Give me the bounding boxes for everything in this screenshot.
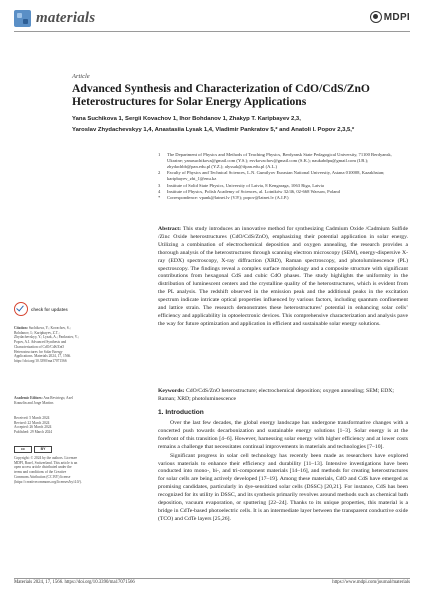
page-footer bbox=[14, 580, 410, 585]
publisher-logo-icon bbox=[370, 11, 382, 23]
authors-line-1: Yana Suchikova 1, Sergii Kovachov 1, Ihor Bohdanov 1, Zhakyp T. Karipbayev 2,3, bbox=[72, 116, 301, 122]
accepted-date: Accepted: 26 March 2024 bbox=[14, 425, 52, 430]
intro-paragraph-1: Over the last few decades, the global energy landscape has undergone transformative changes with a concerted push towards decarbonization and sustainable energy solutions [1–3]. Solar energy is at the forefront of this transition [4–6]. However, harnessing solar energy with higher efficiency and at lower costs remains a challenge that necessitates continual improvements in materials and technologies [7–10]. bbox=[158, 420, 408, 450]
publisher-logo[interactable] bbox=[370, 11, 410, 23]
check-updates-label: check for updates bbox=[31, 306, 68, 312]
journal-name: materials bbox=[36, 10, 96, 26]
intro-paragraph-2: Significant progress in solar cell technology has recently been made as researchers have explored various materials to enhance their efficiency and durability [11–13]. Intensive investigations have been conducted into mono-, bi-, and tri-component materials [14–16], and methods for creating heterostructures for solar cells are being actively developed [17–19]. Among these materials, CdO and CdS have emerged as promising candidates, particularly in dye-sensitized solar cells (DSSC) [20,21]. For instance, CdS has been recognized for its utility in DSSC, and its synthesis primarily revolves around methods such as chemical bath deposition, vacuum evaporation, or sputtering [22–24]. Thanks to its unique properties, this material is a bridge in CdTe-based photoelectric cells. It is an intermediate layer between the transparent conductive oxide (TCO) and CdTe layers [25,26]. bbox=[158, 452, 408, 522]
by-icon: BY bbox=[34, 446, 52, 453]
footer-journal-link[interactable]: https://www.mdpi.com/journal/materials bbox=[332, 580, 410, 585]
author-list bbox=[72, 114, 412, 136]
received-date: Received: 5 March 2024 bbox=[14, 416, 50, 420]
check-updates-icon bbox=[14, 302, 28, 316]
article-type: Article bbox=[72, 73, 90, 80]
dates-block bbox=[14, 416, 79, 435]
citation-block bbox=[14, 326, 79, 364]
affiliations bbox=[158, 152, 406, 202]
journal-logo[interactable] bbox=[14, 10, 95, 27]
section-heading-introduction: 1. Introduction bbox=[158, 409, 204, 416]
copyright-text: Copyright: © 2024 by the authors. Licensee MDPI, Basel, Switzerland. This article is an open access article distributed under the terms and conditions of the Creative Commons Attribution (CC BY) license (https://creativecommons.org/licenses/by/4.0/). bbox=[14, 456, 82, 484]
affiliation-item: 3 Institute of Solid State Physics, University of Latvia, 8 Kengaraga, 1063 Riga, Latvia bbox=[158, 182, 324, 188]
keywords-label: Keywords: bbox=[158, 388, 185, 394]
footer-citation[interactable]: Materials 2024, 17, 1566. https://doi.org/10.3390/ma17071566 bbox=[14, 580, 135, 585]
editors-block bbox=[14, 396, 79, 405]
keywords-text: CdO/CdS/ZnO heterostructure; electrochemical deposition; oxygen annealing; SEM; EDX; Raman; XRD; photoluminescence bbox=[158, 388, 394, 402]
editors-text: Ana Reviriego, Axel Kranzlin and Jorge Martins bbox=[14, 396, 74, 405]
journal-logo-icon bbox=[14, 10, 31, 27]
cc-icon: cc bbox=[14, 446, 32, 453]
citation-label: Citation: bbox=[14, 326, 28, 330]
revised-date: Revised: 22 March 2024 bbox=[14, 420, 50, 425]
correspondence: * Correspondence: vpank@latnet.lv (V.P.); popov@latnet.lv (A.I.P.) bbox=[158, 195, 289, 201]
header-divider bbox=[14, 31, 410, 32]
license-block bbox=[14, 446, 82, 484]
affiliation-item: 2 Faculty of Physics and Technical Sciences, L.N. Gumilyov Eurasian National University, Astana 010008, Kazakhstan; karipbayev_zht_1@enu.kz bbox=[158, 170, 385, 182]
published-date: Published: 29 March 2024 bbox=[14, 430, 53, 435]
citation-text: Suchikova, Y.; Kovachov, S.; Bohdanov, I.; Karipbayev, Z.T.; Zhydachevskyy, Y.; Lysak, A.; Pankratov, V.; Popov, A.I. Advanced Synthesis and Characterization of CdO/CdS/ZnO Heterostructures for Solar Energy Applications. Materials 2024, 17, 1566. https://doi.org/10.3390/ma17071566 bbox=[14, 326, 79, 363]
abstract-label: Abstract: bbox=[158, 226, 182, 232]
publisher-name: MDPI bbox=[383, 11, 410, 23]
introduction-body bbox=[158, 420, 408, 525]
abstract-text: This study introduces an innovative method for synthesizing Cadmium Oxide /Cadmium Sulfide /Zinc Oxide heterostructures (CdO/CdS/ZnO), emphasizing their potential application in solar energy. Utilizing a combination of electrochemical deposition and oxygen annealing, the research provides a thorough analysis of the heterostructures through scanning electron microscopy (SEM), energy-dispersive X-ray (EDX) spectroscopy, X-ray diffraction (XRD), Raman spectroscopy, and photoluminescence (PL) spectroscopy. The findings reveal a complex surface morphology and a composite structure with significant contributions from hexagonal CdS and cubic CdO phases. The study highlights the uniformity in the distribution of luminescent centers and the crystalline quality of the heterostructures, which is evident from the PL analysis. The redshift observed in the emission peak and the additional peaks in the excitation spectrum indicate intricate optical properties influenced by various factors, including quantum confinement and lattice strain. The research demonstrates these heterostructures’ potential in enhancing solar cells’ efficiency and applicability in optoelectronic devices. This comprehensive characterization and analysis pave the way for future optimization and application in efficient and sustainable solar energy solutions. bbox=[158, 226, 409, 327]
editors-label: Academic Editors: bbox=[14, 396, 43, 400]
authors-line-2: Yaroslav Zhydachevskyy 1,4, Anastasiia Lysak 1,4, Vladimir Pankratov 5,* and Anatoli I. Popov 2,3,5,* bbox=[72, 127, 355, 133]
abstract bbox=[158, 226, 408, 329]
article-title: Advanced Synthesis and Characterization of CdO/CdS/ZnO Heterostructures for Solar Energy Applications bbox=[72, 82, 370, 108]
footer-divider bbox=[14, 578, 410, 579]
affiliation-item: 1 The Department of Physics and Methods of Teaching Physics, Berdyansk State Pedagogical University, 71100 Berdyansk, Ukraine; yanasuchikova@gmail.com (Y.S.); esvkovachov@gmail.com (S.K.); naukabdpu@gmail.com (I.B.); zhydachbb@pan.edu.pl (Y.Z.); alyssak@ifpan.edu.pl (A.L.) bbox=[158, 152, 392, 169]
affiliation-item: 4 Institute of Physics, Polish Academy of Sciences, al. Lotników 32/46, 02-668 Warsaw, Poland bbox=[158, 188, 340, 194]
check-for-updates-badge[interactable] bbox=[14, 302, 68, 316]
cc-license-icon[interactable] bbox=[14, 446, 79, 453]
keywords bbox=[158, 388, 408, 403]
